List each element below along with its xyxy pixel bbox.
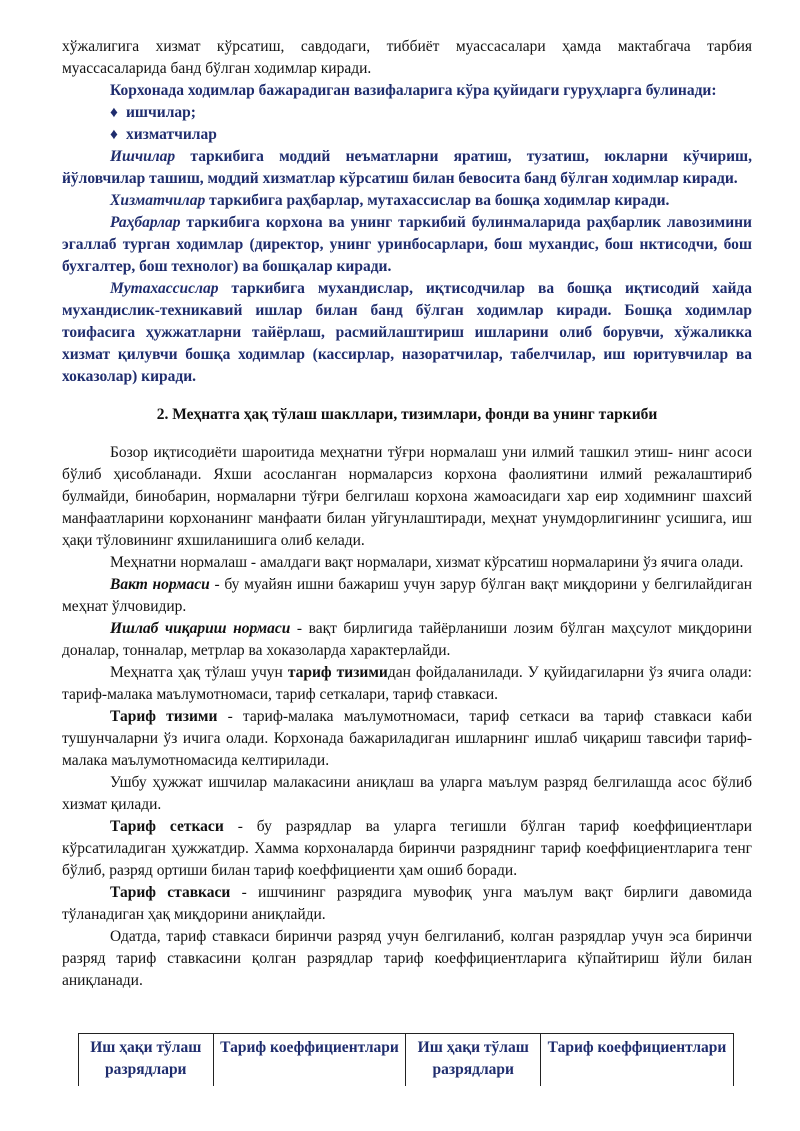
body-paragraph: Ушбу ҳужжат ишчилар малакасини аниқлаш ва уларга маълум разряд белгилашда асос бўлиб хизмат қилади.: [62, 774, 752, 813]
table-header-cell: Иш ҳақи тўлаш разрядлари: [406, 1034, 541, 1087]
tariff-table: [78, 1033, 734, 1086]
definition-employees: Хизматчилар таркибига раҳбарлар, мутахассислар ва бошқа ходимлар киради.: [110, 192, 670, 209]
definition-workers: Ишчилар таркибига моддий неъматларни яратиш, тузатиш, юкларни кўчириш, йўловчилар ташиш, моддий хизматлар кўрсатиш билан бевосита банд бўлган ходимлар киради.: [62, 148, 752, 187]
body-paragraph: Меҳнатни нормалаш - амалдаги вақт нормалари, хизмат кўрсатиш нормаларини ўз ячига олади.: [110, 554, 744, 571]
table-header-cell: Иш ҳақи тўлаш разрядлари: [79, 1034, 214, 1087]
body-paragraph: Тариф тизими - тариф-малака маълумотномаси, тариф сеткаси ва тариф ставкаси каби тушунчаларни ўз ичига олади. Корхонада бажариладиган ишларнинг ишлаб чиқариш тавсифи тариф-малака маълумотномасида келтирилади.: [62, 708, 752, 769]
definition-managers: Раҳбарлар таркибига корхона ва унинг таркибий булинмаларида раҳбарлик лавозимини эгаллаб турган ходимлар (директор, унинг уринбосарлари, бош мухандис, бош нктисодчи, бош бухгалтер, бош технолог) ва бошқалар киради.: [62, 214, 752, 275]
definition-specialists: Мутахассислар таркибига мухандислар, иқтисодчилар ва бошқа иқтисодий хайда мухандислик-техникавий ишлар билан банд бўлган ходимлар киради. Бошқа ходимлар тоифасига ҳужжатларни тайёрлаш, расмийлаштириш ишларини олиб борувчи, хўжаликка хизмат қилувчи бошқа ходимлар (кассирлар, назоратчилар, табелчилар, иш юритувчилар ва хоказолар) киради.: [62, 280, 752, 385]
document-page: [62, 36, 752, 992]
table-header-cell: Тариф коеффициентлари: [541, 1034, 734, 1087]
bullet-item: ♦ хизматчилар: [62, 124, 752, 146]
table-header-row: [79, 1034, 734, 1087]
table-header-cell: Тариф коеффициентлари: [213, 1034, 406, 1087]
body-paragraph: Тариф сеткаси - бу разрядлар ва уларга тегишли бўлган тариф коеффициентлари кўрсатиладиган ҳужжатдир. Хамма корхоналарда биринчи разряднинг тариф коеффициентларига тенг бўлиб, разряд ортиши билан тариф коеффициенти ҳам ошиб боради.: [62, 818, 752, 879]
body-paragraph: Одатда, тариф ставкаси биринчи разряд учун белгиланиб, колган разрядлар учун эса биринчи разряд тариф ставкасини қолган разрядлар тариф коеффициентларига кўпайтириш йўли билан аниқланади.: [62, 928, 752, 989]
bullet-item: ♦ ишчилар;: [62, 102, 752, 124]
paragraph-intro: хўжалигига хизмат кўрсатиш, савдодаги, тиббиёт муассасалари ҳамда мактабгача тарбия муассасаларида банд бўлган ходимлар киради.: [62, 38, 752, 77]
body-paragraph: Тариф ставкаси - ишчининг разрядига мувофиқ унга маълум вақт бирлиги давомида тўланадиган ҳақ миқдорини аниқлайди.: [62, 884, 752, 923]
body-paragraph: Бозор иқтисодиёти шароитида меҳнатни тўғри нормалаш уни илмий ташкил этиш- нинг асоси бўлиб ҳисобланади. Яхши асосланган нормаларсиз корхона фаолиятини илмий режалаштириб булмайди, бинобарин, нормаларни тўғри белгилаш корхона жамоасидаги хар еир ходимнинг шахсий манфаатларини корхонанинг манфаати билан уйгунлаштиради, меҳнат унумдорлигининг усишига, иш ҳақи тўловининг яхшиланишига олиб келади.: [62, 444, 752, 549]
body-paragraph: Ишлаб чиқариш нормаси - вақт бирлигида тайёрланиши лозим бўлган маҳсулот миқдорини доналар, тонналар, метрлар ва хоказоларда характерлайди.: [62, 620, 752, 659]
section-heading: 2. Меҳнатга ҳақ тўлаш шакллари, тизимлари, фонди ва унинг таркиби: [156, 406, 658, 423]
body-paragraph: Меҳнатга ҳақ тўлаш учун тариф тизимидан фойдаланилади. У қуйидагиларни ўз ячига олади: тариф-малака маълумотномаси, тариф сеткалари, тариф ставкаси.: [62, 664, 752, 703]
body-paragraph: Вакт нормаси - бу муайян ишни бажариш учун зарур бўлган вақт миқдорини у белгилайдиган меҳнат ўлчовидир.: [62, 576, 753, 615]
diamond-bullet-icon: ♦: [110, 126, 118, 143]
groups-heading: Корхонада ходимлар бажарадиган вазифаларига кўра қуйидаги гуруҳларга булинади:: [110, 82, 717, 99]
diamond-bullet-icon: ♦: [110, 104, 118, 121]
